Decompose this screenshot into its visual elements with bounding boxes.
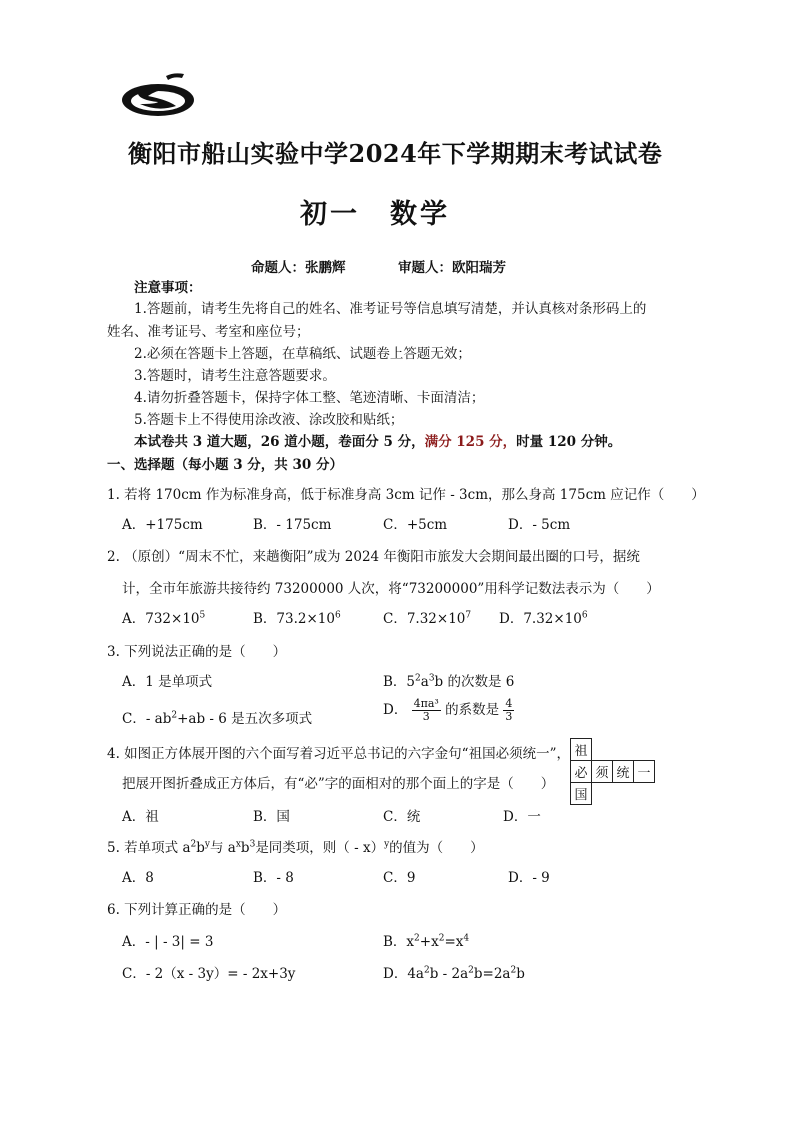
q1-option-a: A．+175cm (122, 517, 203, 533)
section-1-heading: 一、选择题（每小题 3 分，共 30 分） (107, 457, 343, 473)
q2-stem-line1: 2. （原创）“周末不忙，来趟衡阳”成为 2024 年衡阳市旅发大会期间最出圈的口号，据统 (107, 549, 640, 565)
q2-c-base: C．7.32×10 (383, 611, 466, 627)
q5-stem-end: 的值为（ ） (389, 840, 484, 856)
note-1a: 1.答题前，请考生先将自己的姓名、准考证号等信息填写清楚，并认真核对条形码上的 (134, 301, 647, 317)
q2-d-base: D．7.32×10 (499, 611, 582, 627)
q3-d-mid: 的系数是 (445, 702, 500, 718)
q2-a-base: A．732×10 (122, 611, 200, 627)
q5-stem-mid: b (196, 840, 205, 856)
net-cell-zu: 祖 (571, 739, 592, 761)
q3-option-d (383, 698, 514, 723)
q4-option-c: C．统 (383, 809, 421, 825)
q3-d-fraction (412, 698, 441, 723)
summary-part-c: 时量 120 分钟。 (516, 434, 622, 450)
subject-title: 初一 数学 (300, 199, 450, 230)
q6-option-b: B．$x^2+x^2=x^4$ (383, 933, 470, 950)
q5-stem-mid2: 与 a (210, 840, 236, 856)
reviewer: 审题人：欧阳瑞芳 (398, 260, 506, 276)
net-cell-bi: 必 (571, 761, 592, 783)
q2-d-exp: 6 (581, 610, 588, 621)
q3-c-post: +ab - 6 是五次多项式 (177, 711, 313, 727)
q2-stem-line2: 计，全市年旅游共接待约 73200000 人次，将“73200000”用科学记数法表示为（ ） (122, 581, 660, 597)
q4-stem-line1: 4. 如图正方体展开图的六个面写着习近平总书记的六字金句“祖国必须统一”， (107, 746, 570, 762)
q3-c-pre: C．- ab (122, 711, 172, 727)
q6-b-mid: +x (419, 934, 439, 950)
summary-part-a: 本试卷共 3 道大题，26 道小题，卷面分 5 分， (134, 434, 425, 450)
net-cell-tong: 统 (613, 761, 634, 783)
q3-d-cden: 3 (505, 710, 513, 723)
q2-option-d (499, 607, 588, 627)
q3-d-num: 4πa³ (413, 697, 439, 710)
notes-heading: 注意事项： (134, 280, 202, 296)
note-2: 2.必须在答题卡上答题，在草稿纸、试题卷上答题无效； (134, 346, 471, 362)
q2-option-b (253, 607, 341, 627)
q5-option-d: D．- 9 (508, 870, 550, 886)
q2-option-a (122, 607, 205, 627)
q3-b-post: b 的次数是 6 (434, 674, 515, 690)
summary-part-b: 满分 125 分， (424, 434, 517, 450)
note-4: 4.请勿折叠答题卡，保持字体工整、笔迹清晰、卡面清洁； (134, 390, 485, 406)
note-1b: 姓名、准考证号、考室和座位号； (107, 324, 310, 340)
q5-option-c: C．9 (383, 870, 416, 886)
q4-option-d: D．一 (503, 809, 541, 825)
net-cell-guo: 国 (571, 783, 592, 805)
q5-stem-mid3: b (240, 840, 250, 856)
net-cell-xu: 须 (592, 761, 613, 783)
q6-d-pre: D．4a (383, 966, 424, 982)
q6-b-post: =x (444, 934, 464, 950)
q6-b-pre: B．x (383, 934, 415, 950)
q4-option-b: B．国 (253, 809, 290, 825)
q1-option-d: D．- 5cm (508, 517, 571, 533)
q3-stem: 3. 下列说法正确的是（ ） (107, 644, 287, 660)
q3-b-mid: a (420, 674, 429, 690)
q6-option-a: A．- | - 3| = 3 (122, 934, 214, 950)
exam-summary (134, 430, 621, 450)
q3-option-a: A．1 是单项式 (122, 674, 213, 690)
q2-c-exp: 7 (465, 610, 472, 621)
q3-d-cnum: 4 (505, 697, 513, 710)
q2-b-exp: 6 (334, 610, 341, 621)
cube-net-figure (570, 738, 655, 805)
q5-option-a: A．8 (122, 870, 154, 886)
q3-d-den: 3 (422, 710, 430, 723)
q5-stem-pre: 5. 若单项式 a (107, 840, 191, 856)
q6-stem: 6. 下列计算正确的是（ ） (107, 902, 287, 918)
q2-a-exp: 5 (199, 610, 206, 621)
q5-stem-post: 是同类项，则（ - x） (255, 840, 385, 856)
q3-option-c: C．- $ab^2+ab - 6$ 是五次多项式 (122, 710, 313, 727)
q5-stem: 5. 若单项式 $a^2b^y$与 $a^xb^3$是同类项，则（ - x）$^y$的值为（ ） (107, 839, 484, 856)
q4-option-a: A．祖 (122, 809, 159, 825)
q6-d-post: b (516, 966, 525, 982)
exam-title: 衡阳市船山实验中学2024年下学期期末考试试卷 (128, 139, 663, 168)
q6-option-c: C．- 2（x - 3y）= - 2x+3y (122, 966, 296, 982)
q5-option-b: B．- 8 (253, 870, 294, 886)
q6-option-d: D．$4a^2b - 2a^2b=2a^2b$ (383, 965, 525, 982)
q6-d-mid: b - 2a (429, 966, 469, 982)
proposer: 命题人：张鹏辉 (251, 260, 346, 276)
q2-option-c (383, 607, 471, 627)
note-3: 3.答题时，请考生注意答题要求。 (134, 368, 336, 384)
q2-b-base: B．73.2×10 (253, 611, 335, 627)
q1-option-c: C．+5cm (383, 517, 448, 533)
q3-d-pre: D． (383, 702, 408, 718)
school-logo (118, 70, 198, 120)
q3-d-coef-fraction (503, 698, 514, 723)
q1-option-b: B．- 175cm (253, 517, 332, 533)
net-cell-yi: 一 (634, 761, 655, 783)
note-5: 5.答题卡上不得使用涂改液、涂改胶和贴纸； (134, 412, 404, 428)
q6-d-mid2: b=2a (473, 966, 511, 982)
q3-option-b: B．$5^2a^3b$ 的次数是 6 (383, 673, 515, 690)
q3-b-pre: B．5 (383, 674, 416, 690)
q4-stem-line2: 把展开图折叠成正方体后，有“必”字的面相对的那个面上的字是（ ） (122, 776, 555, 792)
q1-stem: 1. 若将 170cm 作为标准身高，低于标准身高 3cm 记作 - 3cm，那么身高 175cm 应记作（ ） (107, 487, 705, 503)
